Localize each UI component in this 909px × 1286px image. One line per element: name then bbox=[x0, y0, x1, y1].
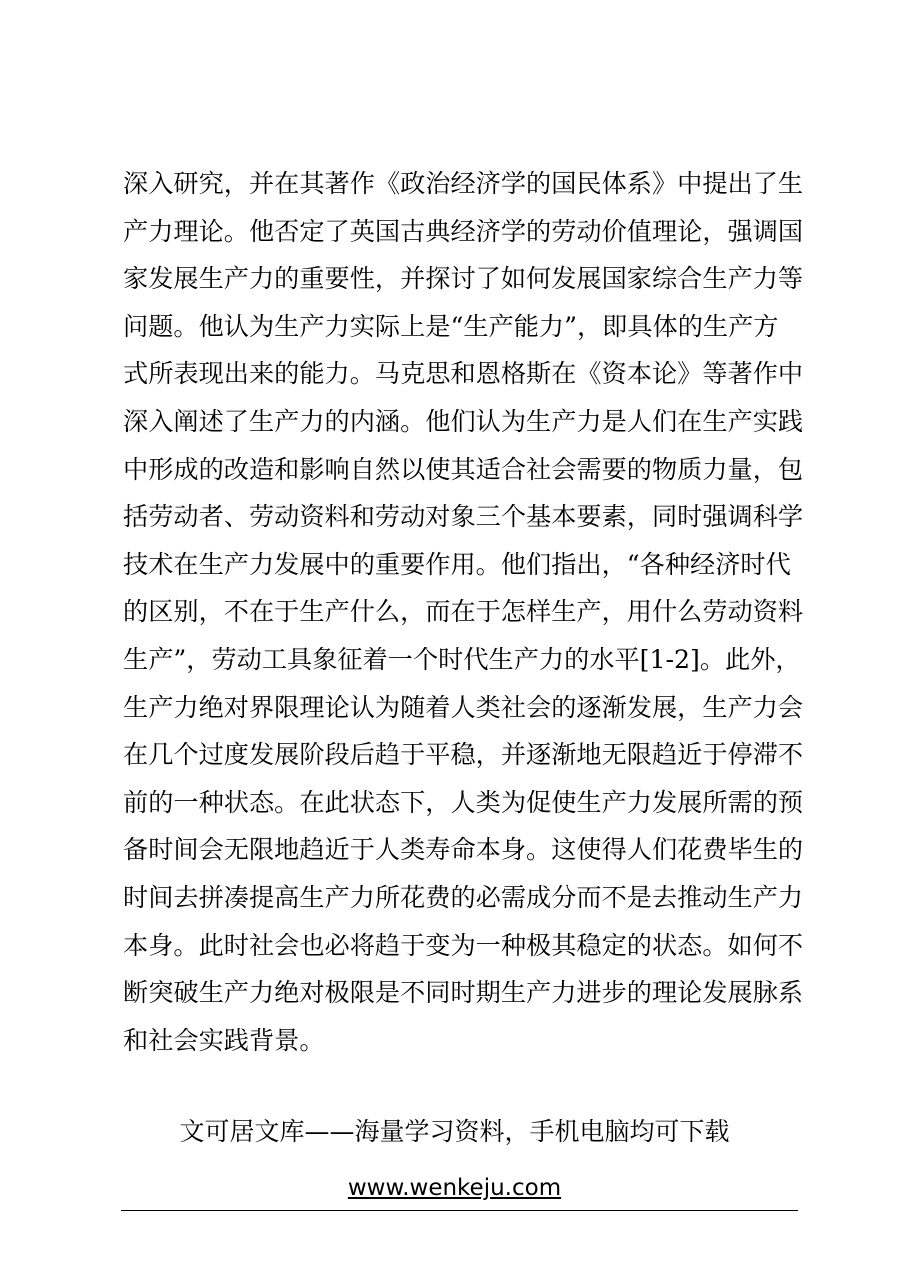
text-line: 断突破生产力绝对极限是不同时期生产力进步的理论发展脉系 bbox=[123, 978, 804, 1008]
text-line: 家发展生产力的重要性，并探讨了如何发展国家综合生产力等 bbox=[123, 264, 804, 294]
text-line: 前的一种状态。在此状态下，人类为促使生产力发展所需的预 bbox=[123, 787, 804, 817]
body-paragraph bbox=[123, 160, 803, 1064]
text-line: 备时间会无限地趋近于人类寿命本身。这使得人们花费毕生的 bbox=[123, 835, 804, 865]
text-line: 深入研究，并在其著作《政治经济学的国民体系》中提出了生 bbox=[123, 169, 804, 198]
text-line: 和社会实践背景。 bbox=[123, 1025, 325, 1055]
text-line: 式所表现出来的能力。马克思和恩格斯在《资本论》等著作中 bbox=[123, 359, 804, 389]
text-line: 生产力绝对界限理论认为随着人类社会的逐渐发展，生产力会 bbox=[123, 692, 804, 722]
text-line: 的区别，不在于生产什么，而在于怎样生产，用什么劳动资料 bbox=[123, 597, 804, 627]
text-line: 在几个过度发展阶段后趋于平稳，并逐渐地无限趋近于停滞不 bbox=[123, 740, 804, 770]
text-line: 本身。此时社会也必将趋于变为一种极其稳定的状态。如何不 bbox=[123, 930, 804, 960]
text-line: 产力理论。他否定了英国古典经济学的劳动价值理论，强调国 bbox=[123, 216, 804, 246]
footer-divider bbox=[121, 1210, 798, 1211]
footer-website-link[interactable]: www.wenkeju.com bbox=[347, 1175, 562, 1201]
footer-title: 文可居文库——海量学习资料，手机电脑均可下载 bbox=[179, 1117, 730, 1146]
text-line: 生产”，劳动工具象征着一个时代生产力的水平[1-2]。此外， bbox=[123, 644, 801, 674]
text-line: 技术在生产力发展中的重要作用。他们指出，“各种经济时代 bbox=[123, 549, 791, 579]
text-line: 问题。他认为生产力实际上是“生产能力”，即具体的生产方 bbox=[123, 311, 779, 341]
text-line: 括劳动者、劳动资料和劳动对象三个基本要素，同时强调科学 bbox=[123, 502, 804, 532]
text-line: 时间去拼凑提高生产力所花费的必需成分而不是去推动生产力 bbox=[123, 882, 804, 912]
text-line: 深入阐述了生产力的内涵。他们认为生产力是人们在生产实践 bbox=[123, 406, 804, 436]
text-line: 中形成的改造和影响自然以使其适合社会需要的物质力量，包 bbox=[123, 454, 804, 484]
